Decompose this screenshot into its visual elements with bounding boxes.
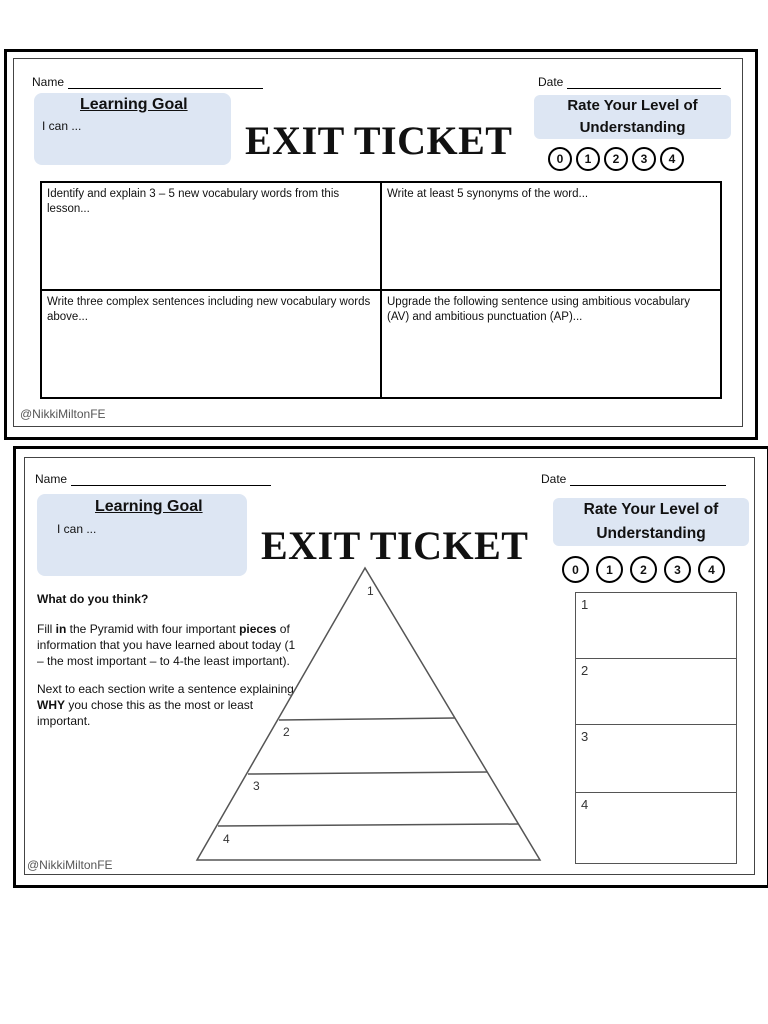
name-field[interactable]: [35, 472, 271, 486]
rate-understanding-box: [534, 95, 731, 139]
text-run: of information that you have learned about today (1 – the most important – to 4-the least important).: [37, 622, 296, 668]
text-run-bold: WHY: [37, 698, 65, 712]
answer-box-1[interactable]: [576, 593, 736, 659]
answer-box-4[interactable]: [576, 793, 736, 861]
answer-box-number: 4: [581, 797, 589, 812]
pyramid-number-3: 3: [253, 779, 260, 793]
text-run-bold: pieces: [239, 622, 277, 636]
scale-option-4[interactable]: 4: [698, 556, 725, 583]
scale-option-0[interactable]: 0: [548, 147, 572, 171]
answer-box-number: 2: [581, 663, 589, 678]
answer-boxes: [575, 592, 737, 864]
learning-goal-box[interactable]: [34, 93, 231, 165]
pyramid-diagram[interactable]: [185, 558, 555, 868]
scale-option-2[interactable]: 2: [630, 556, 657, 583]
date-field[interactable]: [538, 75, 721, 89]
ticket-inner-frame: [24, 457, 755, 875]
answer-box-number: 3: [581, 729, 589, 744]
understanding-scale: [562, 556, 725, 583]
pyramid-outline: [197, 568, 540, 860]
pyramid-divider-2: [248, 772, 487, 774]
text-run: the Pyramid with four important: [66, 622, 240, 636]
pyramid-number-1: 1: [367, 584, 374, 598]
text-run: you chose this as the most or least important.: [37, 698, 254, 728]
footer-handle: @NikkiMiltonFE: [20, 407, 106, 421]
task-grid: [40, 181, 722, 399]
learning-goal-title: Learning Goal: [80, 96, 188, 113]
task-cell-vocabulary[interactable]: Identify and explain 3 – 5 new vocabulary words from this lesson...: [41, 182, 381, 290]
rate-line-1: Rate Your Level of: [567, 97, 698, 114]
learning-goal-title: Learning Goal: [95, 498, 203, 515]
rate-line-1: Rate Your Level of: [583, 501, 719, 518]
exit-ticket-title: EXIT TICKET: [245, 118, 513, 163]
task-cell-synonyms[interactable]: Write at least 5 synonyms of the word...: [381, 182, 721, 290]
scale-option-1[interactable]: 1: [576, 147, 600, 171]
scale-option-3[interactable]: 3: [632, 147, 656, 171]
task-cell-upgrade[interactable]: Upgrade the following sentence using ambitious vocabulary (AV) and ambitious punctuation (AP)...: [381, 290, 721, 398]
scale-option-0[interactable]: 0: [562, 556, 589, 583]
name-field[interactable]: [32, 75, 263, 89]
ticket-inner-frame: [13, 58, 743, 427]
rate-line-2: Understanding: [579, 119, 686, 136]
pyramid-divider-1: [279, 718, 455, 720]
scale-option-2[interactable]: 2: [604, 147, 628, 171]
rate-understanding-box: [553, 498, 749, 546]
exit-ticket-pyramid: [13, 446, 768, 888]
pyramid-number-4: 4: [223, 832, 230, 846]
learning-goal-prompt: I can ...: [57, 522, 97, 536]
date-label: Date: [538, 75, 564, 89]
rate-line-2: Understanding: [596, 525, 706, 542]
question-heading: What do you think?: [37, 592, 149, 606]
scale-option-3[interactable]: 3: [664, 556, 691, 583]
name-label: Name: [32, 75, 65, 89]
text-run-bold: in: [55, 622, 67, 636]
text-run: Fill: [37, 622, 56, 636]
task-cell-sentences[interactable]: Write three complex sentences including new vocabulary words above...: [41, 290, 381, 398]
answer-box-2[interactable]: [576, 659, 736, 725]
scale-option-1[interactable]: 1: [596, 556, 623, 583]
exit-ticket-vocabulary: [4, 49, 758, 440]
pyramid-divider-3: [218, 824, 518, 826]
answer-box-number: 1: [581, 597, 589, 612]
answer-box-3[interactable]: [576, 725, 736, 793]
date-label: Date: [541, 472, 567, 486]
scale-option-4[interactable]: 4: [660, 147, 684, 171]
pyramid-number-2: 2: [283, 725, 290, 739]
understanding-scale: [548, 147, 688, 171]
exit-ticket-title: EXIT TICKET: [261, 523, 529, 568]
footer-handle: @NikkiMiltonFE: [27, 858, 113, 872]
date-field[interactable]: [541, 472, 726, 486]
text-run: Next to each section write a sentence explaining: [37, 682, 294, 696]
learning-goal-prompt: I can ...: [42, 119, 82, 133]
name-label: Name: [35, 472, 68, 486]
